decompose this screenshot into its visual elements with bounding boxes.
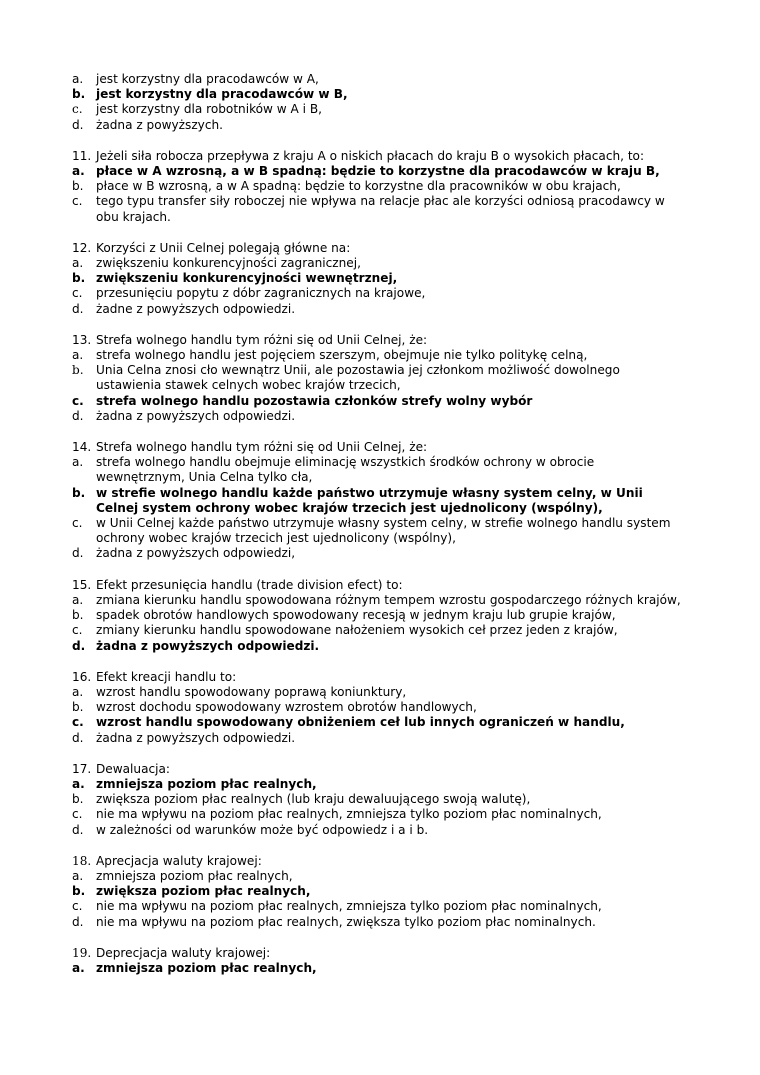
question-block [72,762,684,838]
question-stem [72,241,684,256]
answer-letter: a. [72,960,85,975]
answer-text: jest korzystny dla pracodawców w B, [96,87,348,102]
question-block [72,670,684,746]
answer-text: nie ma wpływu na poziom płac realnych, zmniejsza tylko poziom płac nominalnych, [96,899,602,914]
answer-option [72,807,684,822]
answer-text: zwiększeniu konkurencyjności zagranicznej, [96,256,361,271]
answer-text: nie ma wpływu na poziom płac realnych, zmniejsza tylko poziom płac nominalnych, [96,807,602,822]
answer-option [72,409,684,424]
answer-option [72,164,684,179]
answer-text: w Unii Celnej każde państwo utrzymuje własny system celny, w strefie wolnego handlu system ochrony wobec krajów trzecich jest ujednolicony (wspólny), [96,516,671,546]
answer-text: żadna z powyższych odpowiedzi. [96,408,296,423]
answer-option [72,915,684,930]
answer-text: tego typu transfer siły roboczej nie wpływa na relacje płac ale korzyści odniosą pracodawcy w obu krajach. [96,194,665,224]
answer-text: zmniejsza poziom płac realnych, [96,868,293,883]
question-stem [72,578,684,593]
answer-letter: c. [72,286,83,301]
question-number: 13. [72,332,92,347]
answer-option [72,271,684,286]
answer-text: w zależności od warunków może być odpowiedz i a i b. [96,822,429,837]
answer-text: zwiększa poziom płac realnych (lub kraju dewaluującego swoją walutę), [96,792,531,807]
question-number: 17. [72,761,92,776]
answer-option [72,623,684,638]
answer-option [72,363,684,393]
answer-text: spadek obrotów handlowych spowodowany recesją w jednym kraju lub grupie krajów, [96,608,616,623]
question-text: Dewaluacja: [96,761,170,776]
question-text: Aprecjacja waluty krajowej: [96,853,262,868]
answer-option [72,777,684,792]
answer-option [72,256,684,271]
answer-letter: a. [72,592,84,607]
answer-text: wzrost handlu spowodowany poprawą koniunktury, [96,684,407,699]
question-stem [72,149,684,164]
answer-option [72,348,684,363]
answer-text: płace w A wzrosną, a w B spadną: będzie to korzystne dla pracodawców w kraju B, [96,164,660,179]
answer-letter: c. [72,194,83,209]
question-number: 14. [72,440,92,455]
answer-option [72,87,684,102]
question-stem [72,946,684,961]
answer-text: zmiany kierunku handlu spowodowane nałożeniem wysokich ceł przez jeden z krajów, [96,623,618,638]
answer-option [72,72,684,87]
answer-option [72,823,684,838]
question-stem [72,333,684,348]
answer-letter: d. [72,301,84,316]
question-text: Korzyści z Unii Celnej polegają główne na: [96,240,351,255]
answer-letter: a. [72,348,84,363]
answer-text: żadne z powyższych odpowiedzi. [96,301,296,316]
answer-letter: d. [72,638,86,653]
answer-letter: a. [72,455,84,470]
answer-text: strefa wolnego handlu jest pojęciem szerszym, obejmuje nie tylko politykę celną, [96,348,588,363]
answer-option [72,792,684,807]
question-stem [72,670,684,685]
answer-option [72,486,684,516]
question-block [72,578,684,654]
question-text: Jeżeli siła robocza przepływa z kraju A o niskich płacach do kraju B o wysokich płacach, to: [96,148,645,163]
answer-option [72,593,684,608]
answer-letter: c. [72,393,84,408]
answer-option [72,194,684,224]
answer-option [72,608,684,623]
question-block [72,854,684,930]
answer-letter: c. [72,516,83,531]
question-block [72,149,684,225]
question-text: Deprecjacja waluty krajowej: [96,945,271,960]
answer-letter: a. [72,256,84,271]
question-stem [72,440,684,455]
answer-letter: c. [72,807,83,822]
answer-letter: b. [72,179,84,194]
question-text: Efekt przesunięcia handlu (trade division efect) to: [96,577,403,592]
answer-letter: c. [72,623,83,638]
answer-option [72,118,684,133]
answer-text: jest korzystny dla robotników w A i B, [96,102,322,117]
answer-text: w strefie wolnego handlu każde państwo utrzymuje własny system celny, w Unii Celnej system ochrony wobec krajów trzecich jest ujednolicony (wspólny), [96,485,643,515]
answer-letter: d. [72,546,84,561]
answer-option [72,685,684,700]
answer-option [72,286,684,301]
answer-text: żadna z powyższych odpowiedzi, [96,546,296,561]
answer-letter: d. [72,117,84,132]
answer-letter: a. [72,72,84,86]
answer-letter: b. [72,700,84,715]
answer-letter: d. [72,730,84,745]
question-number: 12. [72,240,92,255]
answer-letter: b. [72,884,86,899]
answer-text: wzrost handlu spowodowany obniżeniem ceł lub innych ograniczeń w handlu, [96,715,625,730]
answer-option [72,546,684,561]
answer-text: przesunięciu popytu z dóbr zagranicznych na krajowe, [96,286,426,301]
answer-letter: b. [72,363,84,378]
question-stem [72,762,684,777]
answer-letter: a. [72,164,85,179]
answer-letter: b. [72,792,84,807]
answer-letter: d. [72,822,84,837]
answer-letter: c. [72,102,83,117]
question-text: Strefa wolnego handlu tym różni się od Unii Celnej, że: [96,440,428,455]
answer-text: żadna z powyższych odpowiedzi. [96,638,320,653]
question-block [72,440,684,562]
answer-option [72,899,684,914]
answer-option [72,884,684,899]
document-page [72,72,684,992]
question-block [72,241,684,317]
question-number: 18. [72,853,92,868]
question-block [72,72,684,133]
question-number: 11. [72,148,92,163]
answer-option [72,516,684,546]
answer-letter: b. [72,485,86,500]
answer-letter: a. [72,684,84,699]
answer-option [72,731,684,746]
question-block [72,333,684,424]
question-number: 19. [72,945,92,960]
answer-text: żadna z powyższych. [96,117,223,132]
answer-letter: a. [72,868,84,883]
question-block [72,946,684,976]
answer-option [72,700,684,715]
answer-text: jest korzystny dla pracodawców w A, [96,72,319,86]
answer-option [72,394,684,409]
answer-letter: b. [72,271,86,286]
answer-text: żadna z powyższych odpowiedzi. [96,730,296,745]
answer-option [72,302,684,317]
answer-text: zmiana kierunku handlu spowodowana różnym tempem wzrostu gospodarczego różnych krajów, [96,592,681,607]
answer-letter: d. [72,914,84,929]
answer-letter: a. [72,776,85,791]
answer-text: Unia Celna znosi cło wewnątrz Unii, ale pozostawia jej członkom możliwość dowolnego ustawienia stawek celnych wobec krajów trzecich, [96,363,620,393]
answer-letter: b. [72,87,86,102]
answer-text: zwiększa poziom płac realnych, [96,884,311,899]
answer-option [72,961,684,976]
answer-text: wzrost dochodu spowodowany wzrostem obrotów handlowych, [96,700,477,715]
answer-option [72,715,684,730]
question-stem [72,854,684,869]
question-text: Efekt kreacji handlu to: [96,669,237,684]
answer-text: strefa wolnego handlu pozostawia członków strefy wolny wybór [96,393,533,408]
answer-text: płace w B wzrosną, a w A spadną: będzie to korzystne dla pracowników w obu krajach, [96,179,621,194]
answer-text: zmniejsza poziom płac realnych, [96,960,317,975]
answer-letter: b. [72,608,84,623]
answer-option [72,179,684,194]
question-text: Strefa wolnego handlu tym różni się od Unii Celnej, że: [96,332,428,347]
answer-text: zmniejsza poziom płac realnych, [96,776,317,791]
answer-letter: c. [72,715,84,730]
question-number: 15. [72,577,92,592]
question-number: 16. [72,669,92,684]
answer-option [72,869,684,884]
answer-option [72,639,684,654]
answer-text: nie ma wpływu na poziom płac realnych, zwiększa tylko poziom płac nominalnych. [96,914,596,929]
answer-text: strefa wolnego handlu obejmuje eliminację wszystkich środków ochrony w obrocie wewnętrznym, Unia Celna tylko cła, [96,455,595,485]
answer-option [72,455,684,485]
answer-text: zwiększeniu konkurencyjności wewnętrznej, [96,271,398,286]
answer-letter: d. [72,408,84,423]
answer-letter: c. [72,899,83,914]
answer-option [72,102,684,117]
